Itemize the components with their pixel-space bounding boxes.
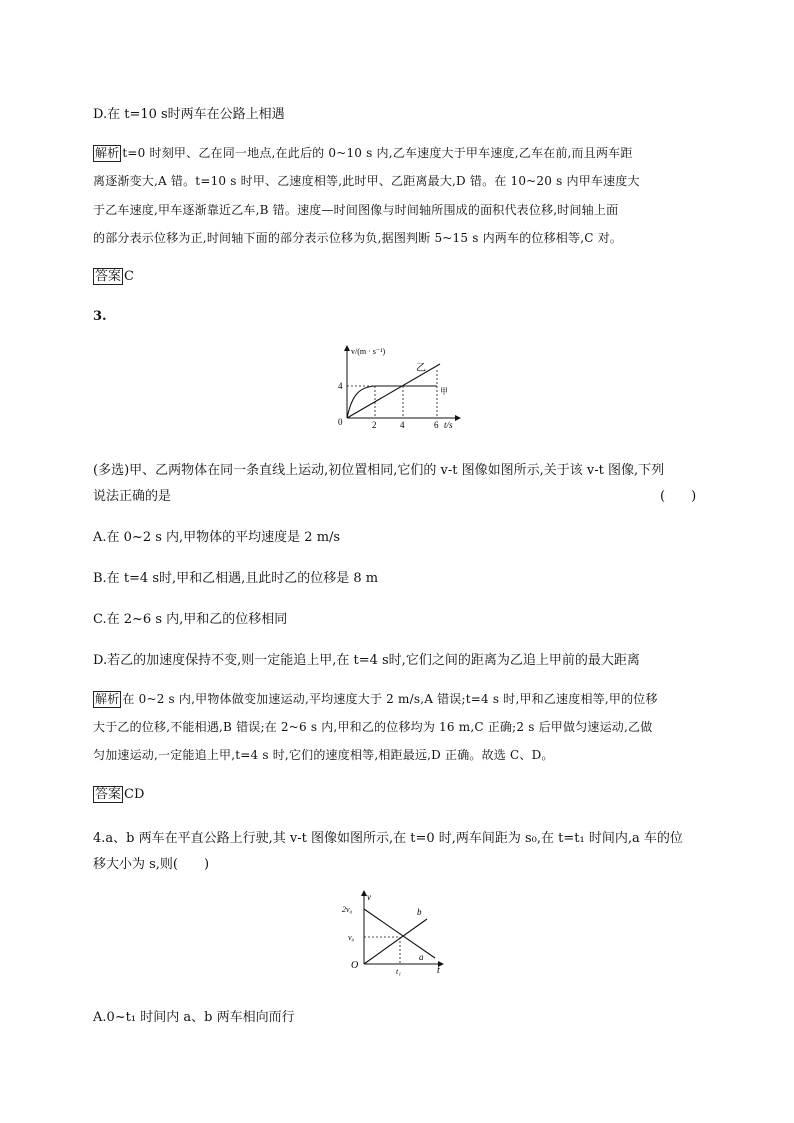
q4-stem-line-1: 4.a、b 两车在平直公路上行驶,其 v-t 图像如图所示,在 t=0 时,两车间距为 s₀,在 t=t₁ 时间内,a 车的位 [93, 831, 683, 846]
q2-answer [93, 268, 134, 285]
answer-value: CD [124, 787, 145, 802]
q2-option-d: D.在 t=10 s时两车在公路上相遇 [93, 107, 285, 122]
q4-stem-line-2: 移大小为 s,则( ) [93, 857, 210, 872]
answer-tag: 答案 [95, 269, 122, 284]
q4-line-a [364, 909, 435, 958]
q3-analysis-line-1 [93, 690, 658, 708]
q2-analysis-line-1 [93, 144, 633, 162]
q3-jia-curve [347, 386, 437, 418]
q2-analysis-line-3: 于乙车速度,甲车逐渐靠近乙车,B 错。速度—时间图像与时间轴所围成的面积代表位移,时间轴上面 [93, 203, 619, 217]
q3-y-label: v/(m · s⁻¹) [351, 347, 386, 356]
q3-answer-bracket: ( ) [660, 489, 697, 504]
q3-x-tick-2: 2 [372, 420, 377, 430]
q4-origin: O [351, 960, 359, 971]
answer-tag: 答案 [95, 787, 122, 802]
q3-analysis-line-2: 大于乙的位移,不能相遇,B 错误;在 2~6 s 内,甲和乙的位移均为 16 m,C 正确;2 s 后甲做匀速运动,乙做 [93, 720, 653, 734]
q4-line-b [364, 919, 427, 964]
q3-option-b: B.在 t=4 s时,甲和乙相遇,且此时乙的位移是 8 m [93, 571, 379, 586]
q3-yi-line [347, 364, 440, 418]
q4-y-tick-2v0: 2v₀ [342, 905, 353, 914]
q4-x-label: t [437, 965, 440, 976]
q2-analysis-line-2: 离逐渐变大,A 错。t=10 s 时甲、乙速度相等,此时甲、乙距离最大,D 错。在 10~20 s 内甲车速度大 [93, 174, 640, 188]
analysis-text: 在 0~2 s 内,甲物体做变加速运动,平均速度大于 2 m/s,A 错误;t=4 s 时,甲和乙速度相等,甲的位移 [122, 692, 658, 706]
q3-origin: 0 [338, 417, 343, 427]
q2-analysis-line-4: 的部分表示位移为正,时间轴下面的部分表示位移为负,据图判断 5~15 s 内两车的位移相等,C 对。 [93, 231, 623, 245]
q3-analysis-line-3: 匀加速运动,一定能追上甲,t=4 s 时,它们的速度相等,相距最远,D 正确。故选 C、D。 [93, 748, 554, 762]
q4-label-a: a [419, 952, 424, 962]
q3-label-jia: 甲 [440, 387, 448, 396]
q4-y-tick-v0: v₀ [348, 933, 355, 942]
q3-stem-line-2: 说法正确的是 [93, 489, 172, 504]
q3-number: 3. [93, 309, 107, 324]
q3-y-tick-4: 4 [338, 381, 343, 391]
analysis-tag: 解析 [95, 692, 120, 706]
answer-value: C [124, 269, 134, 284]
q4-option-a: A.0~t₁ 时间内 a、b 两车相向而行 [93, 1010, 295, 1025]
q3-x-tick-4: 4 [400, 420, 405, 430]
q3-vt-graph [330, 342, 465, 432]
q3-option-a: A.在 0~2 s 内,甲物体的平均速度是 2 m/s [93, 530, 341, 545]
q4-label-b: b [417, 907, 422, 917]
analysis-text: t=0 时刻甲、乙在同一地点,在此后的 0~10 s 内,乙车速度大于甲车速度,乙车在前,而且两车距 [122, 146, 633, 160]
q3-answer [93, 786, 144, 803]
q3-stem-line-1: (多选)甲、乙两物体在同一条直线上运动,初位置相同,它们的 v-t 图像如图所示,关于该 v-t 图像,下列 [93, 463, 665, 478]
q3-label-yi: 乙 [416, 363, 426, 374]
q4-x-tick-t1: t₁ [396, 967, 402, 976]
q4-y-label: v [367, 892, 371, 902]
q4-vt-graph [335, 888, 455, 980]
q3-x-label: t/s [444, 420, 453, 430]
analysis-tag: 解析 [95, 146, 120, 160]
q3-option-c: C.在 2~6 s 内,甲和乙的位移相同 [93, 612, 288, 627]
q3-option-d: D.若乙的加速度保持不变,则一定能追上甲,在 t=4 s时,它们之间的距离为乙追上甲前的最大距离 [93, 653, 640, 668]
q3-x-tick-6: 6 [434, 420, 439, 430]
